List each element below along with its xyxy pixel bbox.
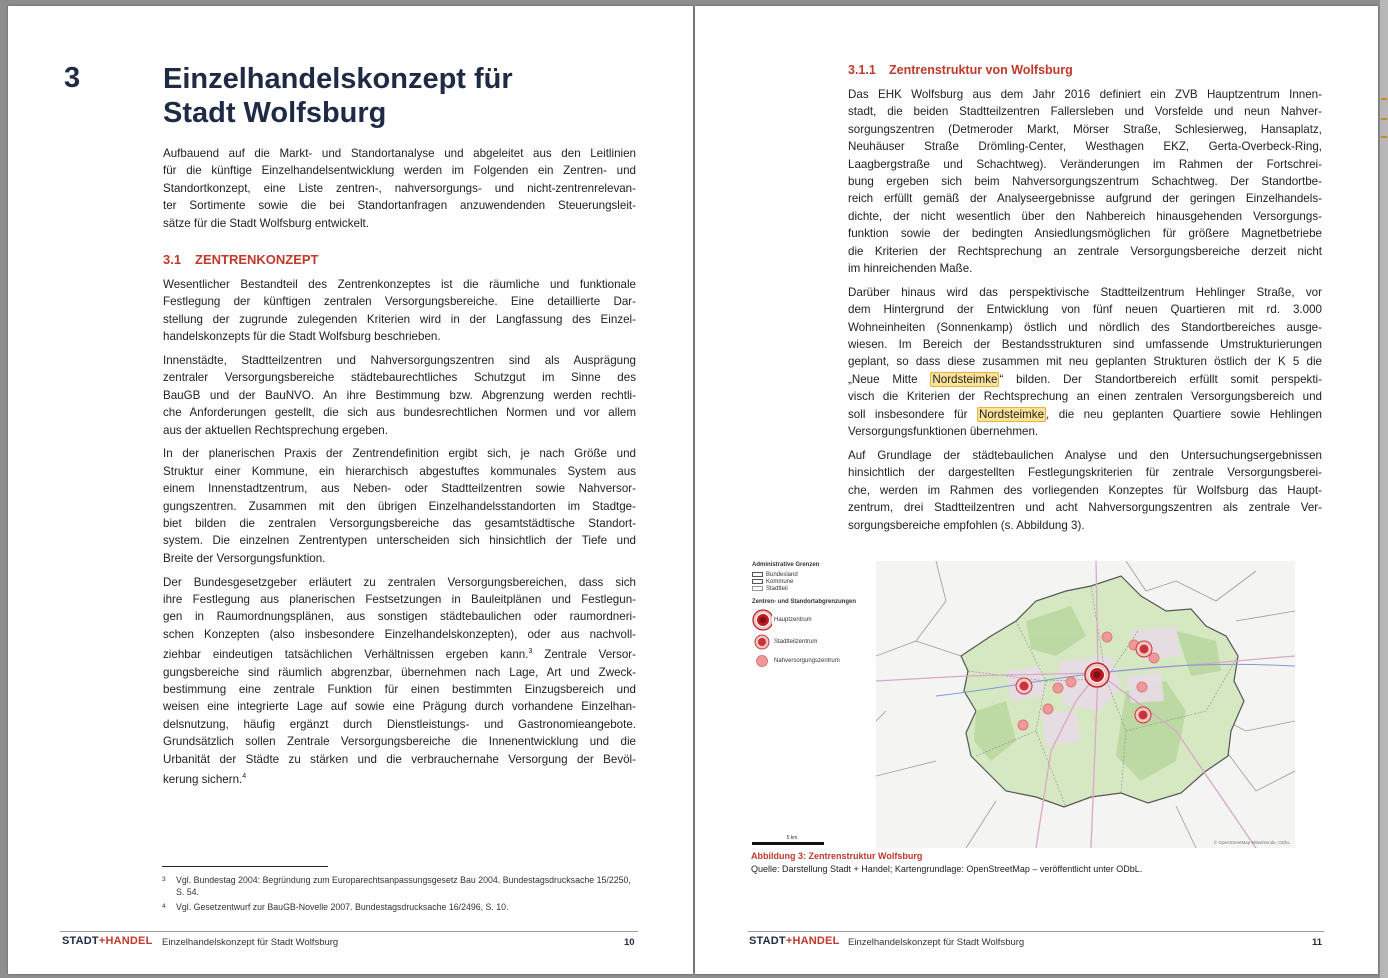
footnote bbox=[162, 901, 637, 913]
text-line: gen in Raumordnungsplänen, aus sonstigen städtebaulichen oder raumordneri- bbox=[163, 610, 636, 624]
text-line: die Kriterien der Rechtsprechung an zentrale Versorgungsbereiche derzeit nicht bbox=[848, 244, 1322, 258]
section-number: 3.1.1 bbox=[848, 63, 876, 77]
brand-handel: +HANDEL bbox=[98, 935, 153, 947]
footnote-ref[interactable]: 3 bbox=[528, 648, 533, 656]
text-line: dem Hintergrund der Entwicklung von fünf neuen Quartieren mit rd. 3.000 bbox=[848, 303, 1322, 317]
map-legend bbox=[752, 562, 872, 670]
footnote-number: 4 bbox=[162, 903, 166, 910]
text-line: sätze für die Stadt Wolfsburg entwickelt. bbox=[163, 216, 369, 230]
chapter-title-line: Einzelhandelskonzept für bbox=[163, 63, 513, 95]
legend-label: Stadtteilzentrum bbox=[774, 638, 818, 645]
paragraph bbox=[848, 284, 1322, 441]
left-body-text bbox=[163, 276, 636, 795]
search-highlight[interactable]: Nordsteimke bbox=[978, 407, 1045, 421]
text-line: sorgungszentren (Detmeroder Markt, Mörser Straße, Schlesierweg, Hansaplatz, bbox=[848, 122, 1322, 136]
map-marker-nahversorgungszentrum[interactable] bbox=[1043, 704, 1053, 714]
text-line: ter Sortimente sowie die bei Standortanfragen anzuwendenden Steuerungsleit- bbox=[163, 199, 636, 213]
footnote-text: Vgl. Gesetzentwurf zur BauGB-Novelle 2007. Bundestagsdrucksache 16/2496, S. 10. bbox=[176, 902, 509, 912]
text-line: Standortkonzept, eine Liste zentren-, nahversorgungs- und nicht-zentrenrelevan- bbox=[163, 181, 636, 195]
text-line: gungsbereiche sind räumlich abgrenzbar, übernehmen nach Lage, Art und Zweck- bbox=[163, 665, 636, 679]
paragraph bbox=[848, 86, 1322, 277]
text-line: Urbanität der Städte zu stärken und die verbrauchernahe Versorgung der Bevöl- bbox=[163, 752, 636, 766]
text-line: Das EHK Wolfsburg aus dem Jahr 2016 definiert ein ZVB Hauptzentrum Innen- bbox=[848, 88, 1322, 101]
text-line: system. Die einzelnen Zentrentypen unterscheiden sich hinsichtlich der Tiefe und bbox=[163, 534, 636, 548]
text-fragment: “ bilden. Der Standortbereich erfüllt somit perspekti- bbox=[999, 372, 1322, 386]
footer-title: Einzelhandelskonzept für Stadt Wolfsburg bbox=[848, 937, 1025, 948]
map-svg bbox=[876, 561, 1295, 848]
footnotes bbox=[162, 874, 637, 916]
text-line: Grundsätzlich sollen Zentrale Versorgungsbereiche die Innenentwicklung und die bbox=[163, 735, 636, 749]
stadtteilzentrum-marker-icon bbox=[752, 634, 772, 650]
legend-label: Nahversorgungszentrum bbox=[774, 657, 840, 664]
map-figure[interactable] bbox=[876, 561, 1295, 848]
brand-stadt: STADT bbox=[749, 935, 786, 947]
brand-handel: +HANDEL bbox=[785, 935, 840, 947]
text-fragment: soll insbesondere für bbox=[848, 407, 977, 421]
text-line: aus der aktuellen Rechtsprechung ergeben. bbox=[163, 423, 388, 437]
text-line: sorgungsbereiche empfohlen (s. Abbildung 3). bbox=[848, 518, 1085, 532]
text-line: Wohneinheiten (Sonnenkamp) östlich und nördlich des Standortbereiches ausge- bbox=[848, 320, 1322, 334]
footer-rule bbox=[748, 931, 1324, 932]
legend-item bbox=[752, 571, 872, 578]
chapter-title-line: Stadt Wolfsburg bbox=[163, 97, 387, 129]
text-line: geplant, so dass diese zusammen mit neu geplanten Strukturen östlich der K 5 die bbox=[848, 355, 1322, 369]
text-line: zentrum, drei Stadtteilzentren und acht Nahversorgungszentren als zentrale Ver- bbox=[848, 501, 1322, 515]
text-line: stadt, die beiden Stadtteilzentren Fallersleben und Vorsfelde und neun Nahver- bbox=[848, 105, 1322, 119]
text-line: BauGB und der BauNVO. An ihre Bestimmung bzw. Abgrenzung werden rechtli- bbox=[163, 388, 636, 402]
text-line: dichte, der nicht wesentlich über den Nahbereich hinausgehenden Versorgungs- bbox=[848, 209, 1322, 223]
text-line bbox=[848, 406, 1322, 423]
map-marker-stadtteilzentrum[interactable] bbox=[1016, 678, 1032, 694]
boundary-swatch bbox=[752, 572, 763, 577]
paragraph bbox=[163, 574, 636, 789]
legend-label: Kommune bbox=[766, 578, 794, 585]
section-title: ZENTRENKONZEPT bbox=[195, 252, 319, 267]
text-line: Neuhäuser Straße Drömling-Center, Westhagen EKZ, Gerta-Overbeck-Ring, bbox=[848, 140, 1322, 154]
text-line: Auf Grundlage der städtebaulichen Analyse und den Untersuchungsergebnissen bbox=[848, 448, 1322, 462]
map-marker-hauptzentrum[interactable] bbox=[1085, 663, 1109, 687]
text-line: Laagbergstraße und Schachtweg). Veränderungen im Rahmen der Fortschrei- bbox=[848, 157, 1322, 171]
text-fragment: Zentrale Versor- bbox=[532, 648, 636, 662]
map-marker-stadtteilzentrum[interactable] bbox=[1136, 641, 1152, 657]
brand-logo bbox=[62, 935, 153, 947]
text-line: reich erfüllt gemäß der Analyseergebnisse aufgrund der geringen Einzelhandels- bbox=[848, 192, 1322, 206]
text-fragment: , die neu geplanten Quartiere sowie Hehlingen bbox=[1046, 407, 1322, 421]
text-line: weisen eine integrierte Lage auf sowie eine Prägung durch vorhandene Einzelhan- bbox=[163, 700, 636, 714]
map-marker-nahversorgungszentrum[interactable] bbox=[1053, 683, 1063, 693]
text-line: Wesentlicher Bestandteil des Zentrenkonzeptes ist die räumliche und funktionale bbox=[163, 278, 636, 291]
chapter-title bbox=[163, 62, 603, 130]
section-title: Zentrenstruktur von Wolfsburg bbox=[889, 63, 1073, 77]
scale-label: 5 km bbox=[786, 835, 798, 841]
paragraph bbox=[163, 276, 636, 346]
text-line bbox=[163, 643, 636, 663]
scale-bar bbox=[752, 834, 872, 848]
footer-title: Einzelhandelskonzept für Stadt Wolfsburg bbox=[162, 937, 339, 948]
caption-title: Abbildung 3: Zentrenstruktur Wolfsburg bbox=[751, 851, 923, 861]
hauptzentrum-marker-icon bbox=[752, 609, 772, 631]
section-number: 3.1 bbox=[163, 252, 182, 267]
page-number: 11 bbox=[1312, 937, 1323, 948]
text-line: Festlegung der künftigen zentralen Versorgungsbereiche. Eine detaillierte Dar- bbox=[163, 295, 636, 309]
text-line: che Anforderungen gestellt, die sich aus bundesrechtlichen Normen und vor allem bbox=[163, 406, 636, 420]
map-marker-nahversorgungszentrum[interactable] bbox=[1149, 653, 1159, 663]
text-line: visch die Kriterien der Rechtsprechung an einen zentralen Versorgungsbereich und bbox=[848, 390, 1322, 404]
text-line: funktion sowie der bedingten Ansiedlungsmöglichen für größere Magnetbetriebe bbox=[848, 227, 1322, 241]
boundary-swatch bbox=[752, 579, 763, 584]
map-marker-nahversorgungszentrum[interactable] bbox=[1102, 632, 1112, 642]
text-line: im hinreichenden Maße. bbox=[848, 262, 973, 276]
text-line: schen Konzepten (also insbesondere Einzelhandelskonzepten), oder aus nachvoll- bbox=[163, 627, 636, 641]
right-edge-strip bbox=[1380, 0, 1388, 978]
text-line: für die künftige Einzelhandelsentwicklung werden im Folgenden ein Zentren- und bbox=[163, 164, 636, 178]
footer-rule bbox=[60, 931, 638, 932]
nahversorgungszentrum-marker-icon bbox=[752, 654, 772, 668]
text-line: Struktur einer Kommune, ein hierarchisch abgestuftes kommunales System aus bbox=[163, 464, 636, 478]
chapter-number: 3 bbox=[64, 62, 81, 94]
text-line: wiesen. Im Bereich der Bestandsstrukturen sind umfassende Umstrukturierungen bbox=[848, 338, 1322, 352]
paragraph bbox=[163, 352, 636, 439]
text-line bbox=[848, 371, 1322, 388]
legend-item bbox=[752, 651, 872, 670]
paragraph bbox=[848, 447, 1322, 534]
text-line: stellung der zugrunde zulegenden Kriterien wird in der Langfassung des Einzel- bbox=[163, 312, 636, 326]
map-marker-nahversorgungszentrum[interactable] bbox=[1137, 682, 1147, 692]
text-line: che, werden im Rahmen des vorliegenden Konzeptes für Wolfsburg das Haupt- bbox=[848, 483, 1322, 497]
legend-label: Stadtteil bbox=[766, 585, 788, 592]
text-line: Innenstädte, Stadtteilzentren und Nahversorgungszentren sind als Ausprägung bbox=[163, 354, 636, 368]
legend-item bbox=[752, 608, 872, 632]
search-highlight[interactable]: Nordsteimke bbox=[932, 372, 998, 386]
text-line: einem Innenstadtzentrum, aus Neben- oder Stadtteilzentren sowie Nahversor- bbox=[163, 482, 636, 496]
text-line: bung ergeben sich beim Nahversorgungszentrum Schachtweg. Der Standortbe- bbox=[848, 175, 1322, 189]
caption-source: Quelle: Darstellung Stadt + Handel; Kartengrundlage: OpenStreetMap – veröffentlicht unter ODbL. bbox=[751, 863, 1143, 874]
subsection-heading bbox=[848, 63, 1073, 77]
text-fragment: kerung sichern. bbox=[163, 772, 243, 786]
text-line: Darüber hinaus wird das perspektivische Stadtteilzentrum Hehlinger Straße, vor bbox=[848, 285, 1322, 299]
text-fragment: „Neue Mitte bbox=[848, 372, 931, 386]
legend-item bbox=[752, 578, 872, 585]
text-line: Der Bundesgesetzgeber erläutert zu zentralen Versorgungsbereichen, dass sich bbox=[163, 575, 636, 589]
text-line: Breite der Versorgungsfunktion. bbox=[163, 551, 326, 565]
intro-paragraph bbox=[163, 145, 636, 232]
text-line bbox=[163, 768, 636, 788]
map-attribution: © OpenStreetMap-Mitwirkende, ODbL bbox=[1213, 840, 1290, 845]
text-line: gungszentren. Zusammen mit den übrigen Einzelhandelsstandorten im Stadtge- bbox=[163, 499, 636, 513]
paragraph bbox=[163, 445, 636, 567]
map-marker-stadtteilzentrum[interactable] bbox=[1135, 707, 1151, 723]
text-line: In der planerischen Praxis der Zentrendefinition ergibt sich, je nach Größe und bbox=[163, 447, 636, 461]
text-line: biet bilden die zentralen Versorgungsbereiche das gesamtstädtische Standort- bbox=[163, 517, 636, 531]
text-line: Versorgungsfunktionen übernehmen. bbox=[848, 425, 1039, 439]
section-heading bbox=[163, 252, 319, 267]
text-line: hinsichtlich der dargestellten Festlegungskriterien für zentrale Versorgungsberei- bbox=[848, 466, 1322, 480]
legend-label: Bundesland bbox=[766, 571, 798, 578]
text-line: delsnutzung, häufig ergänzt durch Dienstleistungs- und Gastronomieangebote. bbox=[163, 717, 636, 731]
boundary-swatch bbox=[752, 586, 763, 591]
footnote-divider bbox=[162, 866, 328, 867]
legend-title: Zentren- und Standortabgrenzungen bbox=[752, 599, 856, 605]
legend-item bbox=[752, 585, 872, 592]
footnote-text: Vgl. Bundestag 2004: Begründung zum Europarechtsanpassungsgesetz Bau 2004. Bundestagsdrucksache 15/2250, S. 54. bbox=[176, 875, 631, 897]
legend-item bbox=[752, 632, 872, 651]
footnote-ref[interactable]: 4 bbox=[242, 773, 247, 780]
text-fragment: ziehbar eindeutigen tatsächlichen Verhältnissen ergeben kann. bbox=[163, 648, 529, 662]
text-line: Aufbauend auf die Markt- und Standortanalyse und abgeleitet aus den Leitlinien bbox=[163, 147, 636, 160]
page-number: 10 bbox=[624, 937, 635, 948]
brand-stadt: STADT bbox=[62, 935, 99, 947]
text-line: zentraler Versorgungsbereiche städtebaurechtliches Schutzgut im Sinne des bbox=[163, 371, 636, 385]
text-line: ihre Festlegung aus planerischen Festsetzungen in Bauleitplänen und Festlegun- bbox=[163, 593, 636, 607]
legend-title: Administrative Grenzen bbox=[752, 562, 820, 568]
map-marker-nahversorgungszentrum[interactable] bbox=[1018, 720, 1028, 730]
map-marker-nahversorgungszentrum[interactable] bbox=[1066, 677, 1076, 687]
brand-logo bbox=[749, 935, 840, 947]
figure-caption bbox=[751, 850, 1311, 875]
right-body-text bbox=[848, 86, 1322, 540]
text-line: bestimmung eine zentrale Funktion für einen bestimmten Einzugsbereich und bbox=[163, 682, 636, 696]
text-line: handelskonzepts für die Stadt Wolfsburg beschrieben. bbox=[163, 330, 441, 344]
footnote bbox=[162, 874, 637, 898]
footnote-number: 3 bbox=[162, 876, 166, 883]
legend-label: Hauptzentrum bbox=[774, 617, 812, 623]
